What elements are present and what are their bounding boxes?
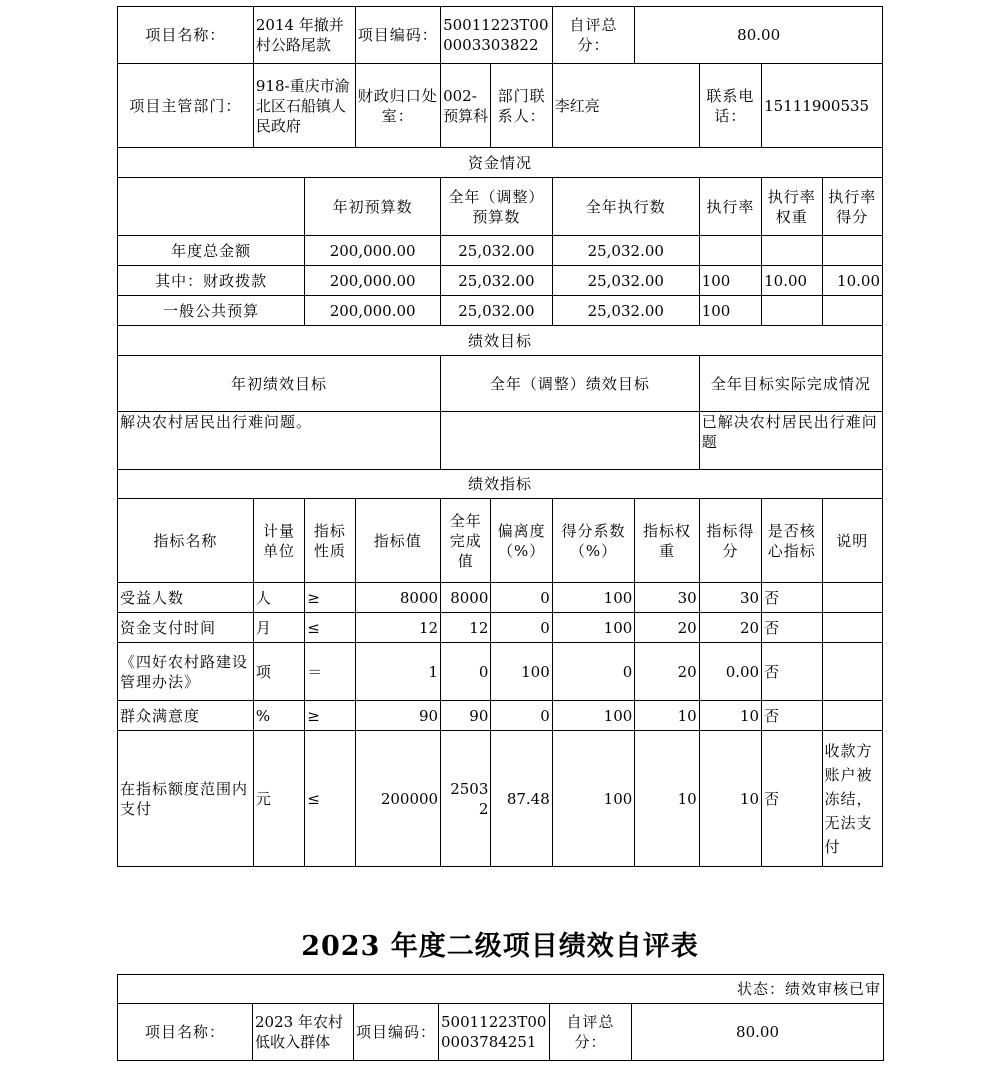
performance-table-2014 [117, 6, 883, 867]
self-score-value: 80.00 [632, 1004, 884, 1061]
ind-done: 25032 [441, 731, 491, 867]
ind-note [822, 613, 883, 643]
funds-section-header [118, 148, 883, 178]
department-info-row [118, 64, 883, 148]
funds-row-label: 年度总金额 [118, 236, 305, 266]
goals-col-initial: 年初绩效目标 [118, 356, 441, 412]
project-code-label: 项目编码： [355, 7, 441, 64]
ind-name: 在指标额度范围内支付 [118, 731, 254, 867]
goals-content-row [118, 412, 883, 470]
table-row [118, 731, 883, 867]
ind-deviation: 0 [491, 613, 552, 643]
project-name-value: 2023 年农村低收入群体 [253, 1004, 354, 1061]
funds-rate-value: 100 [699, 296, 761, 326]
project-name-label: 项目名称： [118, 1004, 253, 1061]
ind-col-weight: 指标权重 [635, 499, 699, 583]
ind-value: 90 [355, 701, 441, 731]
ind-deviation: 0 [491, 583, 552, 613]
ind-col-name: 指标名称 [118, 499, 254, 583]
funds-adjusted-value: 25,032.00 [441, 236, 553, 266]
ind-deviation: 87.48 [491, 731, 552, 867]
goals-header: 绩效目标 [118, 326, 883, 356]
ind-value: 12 [355, 613, 441, 643]
ind-nature: ＝ [305, 643, 355, 701]
funds-col-initial-budget: 年初预算数 [305, 178, 441, 236]
ind-note [822, 701, 883, 731]
goal-adjusted-text [441, 412, 700, 470]
status-badge: 状态：绩效审核已审 [118, 975, 884, 1004]
ind-coefficient: 100 [552, 613, 635, 643]
ind-unit: % [253, 701, 304, 731]
funds-rate-value [699, 236, 761, 266]
performance-table-2023 [117, 974, 884, 1061]
phone-label: 联系电话： [699, 64, 761, 148]
ind-core: 否 [762, 701, 822, 731]
funds-weight-value: 10.00 [762, 266, 822, 296]
funds-row-total [118, 236, 883, 266]
ind-name: 群众满意度 [118, 701, 254, 731]
ind-value: 8000 [355, 583, 441, 613]
ind-done: 90 [441, 701, 491, 731]
ind-core: 否 [762, 643, 822, 701]
funds-rate-value: 100 [699, 266, 761, 296]
funds-weight-value [762, 236, 822, 266]
table-row [118, 613, 883, 643]
ind-unit: 月 [253, 613, 304, 643]
contact-label: 部门联系人： [491, 64, 552, 148]
funds-score-value [822, 296, 883, 326]
funds-adjusted-value: 25,032.00 [441, 266, 553, 296]
ind-col-deviation: 偏离度（%） [491, 499, 552, 583]
funds-initial-value: 200,000.00 [305, 266, 441, 296]
funds-columns-row [118, 178, 883, 236]
ind-unit: 人 [253, 583, 304, 613]
funds-score-value: 10.00 [822, 266, 883, 296]
ind-core: 否 [762, 731, 822, 867]
ind-col-value: 指标值 [355, 499, 441, 583]
ind-deviation: 100 [491, 643, 552, 701]
ind-name: 受益人数 [118, 583, 254, 613]
indicators-header: 绩效指标 [118, 470, 883, 499]
funds-row-label: 一般公共预算 [118, 296, 305, 326]
ind-done: 12 [441, 613, 491, 643]
funds-header: 资金情况 [118, 148, 883, 178]
funds-adjusted-value: 25,032.00 [441, 296, 553, 326]
project-code-value: 50011223T000003303822 [441, 7, 553, 64]
ind-col-coefficient: 得分系数（%） [552, 499, 635, 583]
table-row [118, 701, 883, 731]
project-code-label: 项目编码： [354, 1004, 439, 1061]
goals-columns-row [118, 356, 883, 412]
funds-corner-cell [118, 178, 305, 236]
funds-col-rate-score: 执行率得分 [822, 178, 883, 236]
ind-col-note: 说明 [822, 499, 883, 583]
department-value: 918-重庆市渝北区石船镇人民政府 [253, 64, 355, 148]
ind-col-nature: 指标性质 [305, 499, 355, 583]
phone-value: 15111900535 [762, 64, 883, 148]
ind-core: 否 [762, 583, 822, 613]
table-row [118, 583, 883, 613]
ind-done: 8000 [441, 583, 491, 613]
funds-score-value [822, 236, 883, 266]
ind-done: 0 [441, 643, 491, 701]
funds-row-general [118, 296, 883, 326]
ind-col-done: 全年完成值 [441, 499, 491, 583]
ind-weight: 30 [635, 583, 699, 613]
indicators-section-header [118, 470, 883, 499]
funds-executed-value: 25,032.00 [552, 296, 699, 326]
ind-coefficient: 0 [552, 643, 635, 701]
funds-col-rate-weight: 执行率权重 [762, 178, 822, 236]
ind-unit: 元 [253, 731, 304, 867]
ind-name: 《四好农村路建设管理办法》 [118, 643, 254, 701]
ind-value: 200000 [355, 731, 441, 867]
ind-col-score: 指标得分 [699, 499, 761, 583]
funds-col-adjusted-budget: 全年（调整）预算数 [441, 178, 553, 236]
self-score-label: 自评总分： [550, 1004, 632, 1061]
ind-note [822, 643, 883, 701]
goals-col-adjusted: 全年（调整）绩效目标 [441, 356, 700, 412]
ind-coefficient: 100 [552, 701, 635, 731]
ind-name: 资金支付时间 [118, 613, 254, 643]
ind-note [822, 583, 883, 613]
funds-row-fiscal [118, 266, 883, 296]
funds-initial-value: 200,000.00 [305, 236, 441, 266]
ind-weight: 10 [635, 701, 699, 731]
status-row [118, 975, 884, 1004]
report-title: 2023 年度二级项目绩效自评表 [301, 931, 699, 962]
goal-actual-text: 已解决农村居民出行难问题 [699, 412, 882, 470]
ind-col-unit: 计量单位 [253, 499, 304, 583]
table-row [118, 643, 883, 701]
funds-executed-value: 25,032.00 [552, 266, 699, 296]
funds-row-label: 其中：财政拨款 [118, 266, 305, 296]
ind-weight: 10 [635, 731, 699, 867]
ind-nature: ≤ [305, 731, 355, 867]
ind-coefficient: 100 [552, 731, 635, 867]
ind-weight: 20 [635, 613, 699, 643]
ind-unit: 项 [253, 643, 304, 701]
ind-score: 10 [699, 731, 761, 867]
goals-section-header [118, 326, 883, 356]
self-score-value: 80.00 [635, 7, 883, 64]
ind-nature: ≤ [305, 613, 355, 643]
finance-office-value: 002-预算科 [441, 64, 491, 148]
ind-score: 10 [699, 701, 761, 731]
ind-core: 否 [762, 613, 822, 643]
ind-value: 1 [355, 643, 441, 701]
project-code-value: 50011223T000003784251 [439, 1004, 550, 1061]
department-label: 项目主管部门： [118, 64, 254, 148]
project-name-label: 项目名称： [118, 7, 254, 64]
ind-nature: ≥ [305, 701, 355, 731]
self-score-label: 自评总分： [552, 7, 635, 64]
finance-office-label: 财政归口处室： [355, 64, 441, 148]
funds-executed-value: 25,032.00 [552, 236, 699, 266]
ind-score: 0.00 [699, 643, 761, 701]
ind-col-core: 是否核心指标 [762, 499, 822, 583]
ind-score: 30 [699, 583, 761, 613]
funds-weight-value [762, 296, 822, 326]
funds-initial-value: 200,000.00 [305, 296, 441, 326]
project-info-row [118, 7, 883, 64]
project-name-value: 2014 年撤并村公路尾款 [253, 7, 355, 64]
goals-col-actual: 全年目标实际完成情况 [699, 356, 882, 412]
funds-col-rate: 执行率 [699, 178, 761, 236]
ind-score: 20 [699, 613, 761, 643]
indicators-columns-row [118, 499, 883, 583]
contact-value: 李红亮 [552, 64, 699, 148]
ind-coefficient: 100 [552, 583, 635, 613]
ind-weight: 20 [635, 643, 699, 701]
funds-col-executed: 全年执行数 [552, 178, 699, 236]
goal-initial-text: 解决农村居民出行难问题。 [118, 412, 441, 470]
ind-deviation: 0 [491, 701, 552, 731]
ind-nature: ≥ [305, 583, 355, 613]
project-info-row [118, 1004, 884, 1061]
ind-note: 收款方账户被冻结，无法支付 [822, 731, 883, 867]
